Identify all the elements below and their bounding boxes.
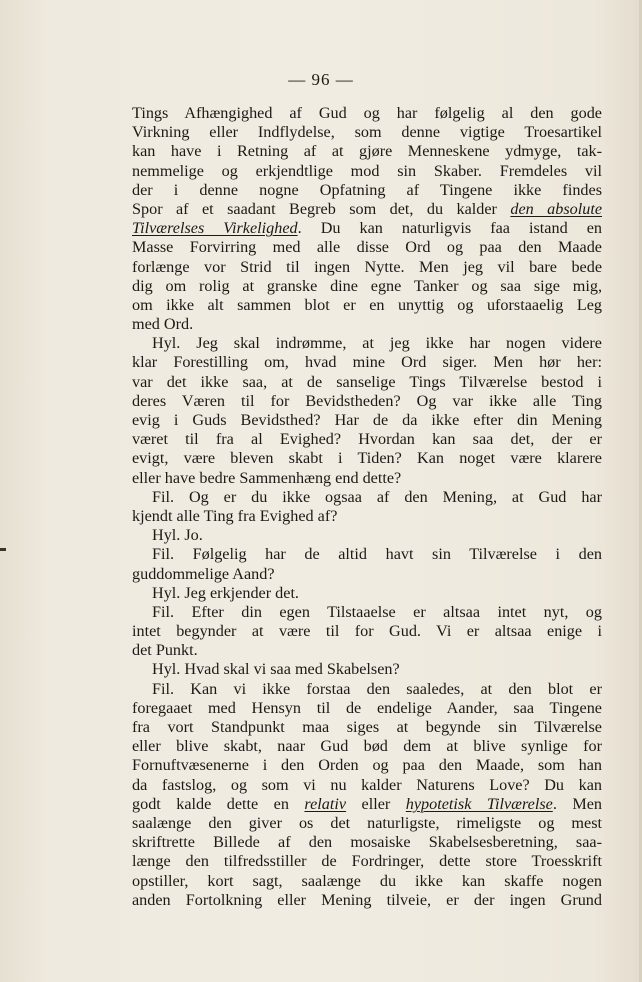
text-line: fra vort Standpunkt maa siges at begynde sin Tilværelse bbox=[132, 718, 602, 736]
text-line: Fil. Kan vi ikke forstaa den saaledes, at den blot er bbox=[152, 679, 602, 698]
text-line: kan have i Retning af at gjøre Menneskene ydmyge, tak- bbox=[132, 142, 602, 161]
text-line: guddommelige Aand? bbox=[132, 564, 275, 583]
text-line: Hyl. Jeg skal indrømme, at jeg ikke har nogen videre bbox=[152, 334, 602, 353]
emphasis-text: den absolute bbox=[510, 199, 603, 218]
text-line: Hyl. Jo. bbox=[152, 526, 203, 545]
text-line: Fil. Følgelig har de altid havt sin Tilværelse i den bbox=[152, 545, 602, 564]
margin-mark bbox=[0, 548, 6, 551]
text-line: Virkning eller Indflydelse, som denne vigtige Troesartikel bbox=[132, 123, 602, 142]
text-line: Spor af et saadant Begreb som det, du kalder den absolute bbox=[132, 199, 603, 218]
text-line: dig om rolig at granske dine egne Tanker og saa sige mig, bbox=[132, 276, 602, 295]
text-line: kjendt alle Ting fra Evighed af? bbox=[132, 506, 338, 525]
text-line: Fil. Efter din egen Tilstaaelse er altsaa intet nyt, og bbox=[152, 602, 602, 621]
emphasis-text: Tilværelses Virkelighed bbox=[132, 219, 298, 238]
emphasis-text: hypotetisk Tilværelse bbox=[405, 794, 553, 813]
text-line: godt kalde dette en relativ eller hypotetisk Tilværelse. Men bbox=[132, 794, 602, 813]
text-line: Masse Forvirring med alle disse Ord og paa den Maade bbox=[132, 238, 602, 257]
text-line: opstiller, kort sagt, saalænge du ikke kan skaffe nogen bbox=[132, 871, 602, 890]
text-line: eller have bedre Sammenhæng end dette? bbox=[132, 468, 402, 487]
text-line: længe den tilfredsstiller de Fordringer, dette store Troesskrift bbox=[132, 852, 602, 871]
text-line: evigt, være bleven skabt i Tiden? Kan noget være klarere bbox=[132, 449, 602, 468]
text-line: med Ord. bbox=[132, 315, 194, 334]
text-line: var det ikke saa, at de sanselige Tings Tilværelse bestod i bbox=[132, 372, 602, 391]
text-line: Hyl. Hvad skal vi saa med Skabelsen? bbox=[152, 660, 400, 679]
text-line: der i denne nogne Opfatning af Tingene ikke findes bbox=[132, 180, 602, 199]
text-line: foregaaet med Hensyn til de endelige Aander, saa Tingene bbox=[132, 698, 602, 717]
body-text bbox=[132, 104, 602, 910]
text-line: klar Forestilling om, hvad mine Ord siger. Men hør her: bbox=[132, 353, 602, 372]
text-line: evig i Guds Bevidsthed? Har de da ikke efter din Mening bbox=[132, 411, 602, 429]
text-line: Tilværelses Virkelighed. Du kan naturligvis faa istand en bbox=[132, 219, 602, 238]
text-line: det Punkt. bbox=[132, 641, 198, 660]
page-number: — 96 — bbox=[288, 70, 354, 89]
text-line: forlænge vor Strid til ingen Nytte. Men jeg vil bare bede bbox=[132, 257, 602, 276]
text-line: anden Fortolkning eller Mening tilveie, er der ingen Grund bbox=[132, 890, 602, 909]
emphasis-text: relativ bbox=[304, 794, 347, 813]
text-line: intet begynder at være til for Gud. Vi er altsaa enige i bbox=[132, 622, 602, 641]
text-line: eller blive skabt, naar Gud bød dem at blive synlige for bbox=[132, 737, 602, 756]
text-line: været til fra al Evighed? Hvordan kan saa det, der er bbox=[132, 430, 602, 449]
text-line: Hyl. Jeg erkjender det. bbox=[152, 583, 299, 602]
text-line: da fastslog, og som vi nu kalder Naturens Love? Du kan bbox=[132, 775, 602, 794]
text-line: skriftrette Billede af den mosaiske Skabelsesberetning, saa- bbox=[132, 833, 602, 852]
text-line: nemmelige og erkjendtlige mod sin Skaber. Fremdeles vil bbox=[132, 161, 602, 180]
text-line: saalænge den giver os det naturligste, rimeligste og mest bbox=[132, 813, 602, 832]
text-line: Fil. Og er du ikke ogsaa af den Mening, at Gud har bbox=[152, 487, 602, 506]
text-line: deres Væren til for Bevidstheden? Og var ikke alle Ting bbox=[132, 391, 602, 410]
text-line: Tings Afhængighed af Gud og har følgelig al den gode bbox=[132, 104, 602, 122]
text-line: om ikke alt sammen blot er en unyttig og uforstaaelig Leg bbox=[132, 295, 602, 314]
text-line: Fornuftvæsenerne i den Orden og paa den Maade, som han bbox=[132, 756, 602, 775]
